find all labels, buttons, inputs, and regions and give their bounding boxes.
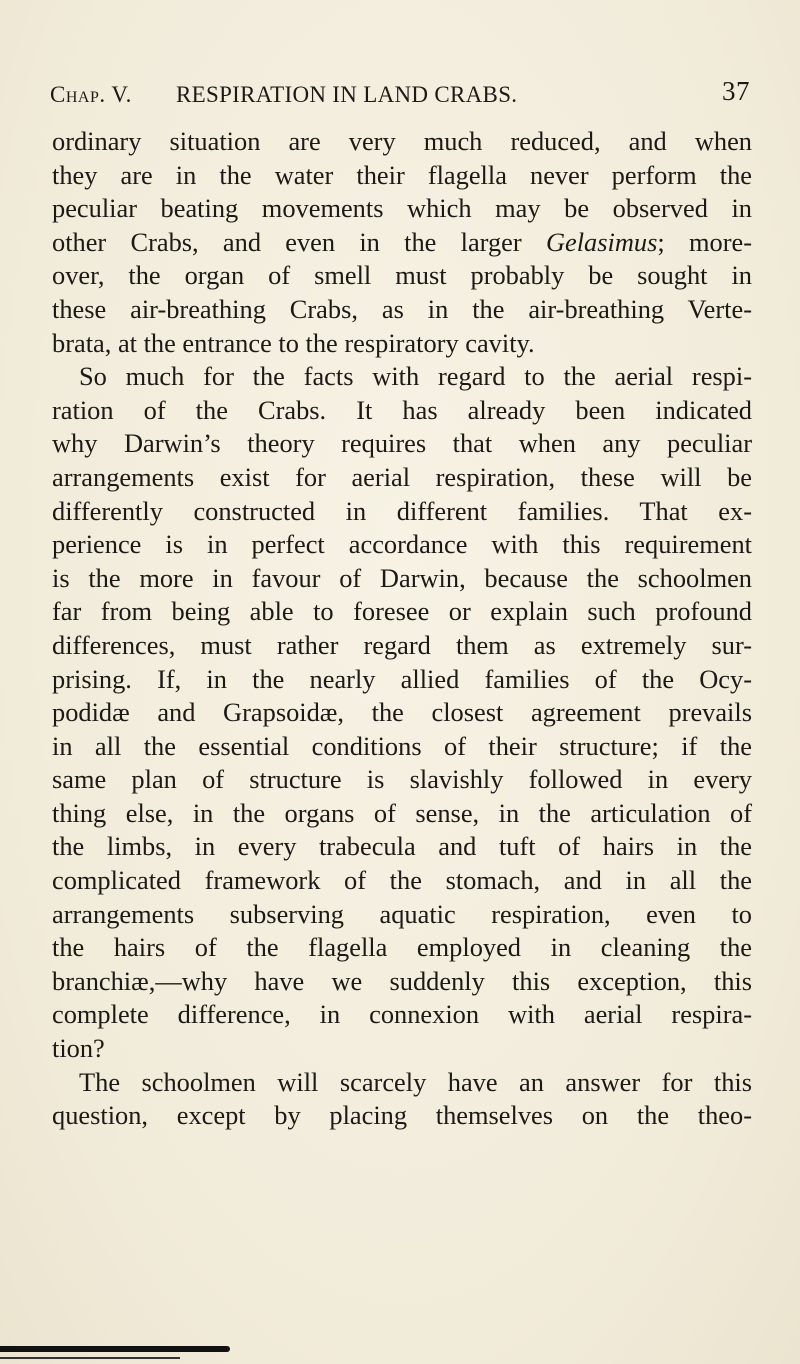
body-text (52, 125, 752, 1133)
paragraph-start: The schoolmen will scarcely have an answer for this (79, 1066, 752, 1097)
text-line: tion? (52, 1033, 105, 1064)
page-number: 37 (722, 76, 750, 106)
text-line: perience is in perfect accordance with this requirement (52, 529, 752, 560)
text-line: branchiæ,—why have we suddenly this exception, this (52, 965, 752, 996)
text-line: differently constructed in different families. That ex- (52, 495, 752, 526)
text-line: differences, must rather regard them as extremely sur- (52, 629, 752, 660)
text-line: same plan of structure is slavishly followed in every (52, 764, 752, 795)
text-line: question, except by placing themselves on the theo- (52, 1100, 752, 1131)
text-line: far from being able to foresee or explain such profound (52, 596, 752, 627)
paragraph-start: So much for the facts with regard to the aerial respi- (79, 361, 752, 392)
text-line-with-italic (52, 226, 752, 260)
text-line: complicated framework of the stomach, and in all the (52, 865, 752, 896)
text-line: thing else, in the organs of sense, in the articulation of (52, 797, 752, 828)
text-line: ration of the Crabs. It has already been indicated (52, 394, 752, 425)
scan-edge-line (0, 1357, 180, 1359)
running-title: RESPIRATION IN LAND CRABS. (176, 82, 518, 107)
italic-genus-name: Gelasimus (545, 226, 658, 257)
text-line: they are in the water their flagella never perform the (52, 159, 752, 190)
text-line: these air-breathing Crabs, as in the air-breathing Verte- (52, 293, 752, 324)
running-header (50, 74, 750, 114)
text-line: peculiar beating movements which may be observed in (52, 193, 752, 224)
text-segment: ; more- (657, 226, 752, 257)
scan-edge-mark (0, 1346, 230, 1352)
text-line: over, the organ of smell must probably be sought in (52, 260, 752, 291)
text-line: the limbs, in every trabecula and tuft of hairs in the (52, 831, 752, 862)
text-line: brata, at the entrance to the respiratory cavity. (52, 327, 535, 358)
chapter-label: Chap. V. (50, 82, 132, 107)
text-line: is the more in favour of Darwin, because the schoolmen (52, 562, 752, 593)
text-line: in all the essential conditions of their structure; if the (52, 730, 752, 761)
text-line: podidæ and Grapsoidæ, the closest agreement prevails (52, 697, 752, 728)
text-line: prising. If, in the nearly allied families of the Ocy- (52, 663, 752, 694)
text-line: ordinary situation are very much reduced, and when (52, 126, 752, 156)
text-segment: other Crabs, and even in the larger (52, 226, 546, 257)
text-line: arrangements subserving aquatic respiration, even to (52, 898, 752, 929)
text-line: arrangements exist for aerial respiration, these will be (52, 461, 752, 492)
text-line: the hairs of the flagella employed in cleaning the (52, 932, 752, 963)
text-line: complete difference, in connexion with aerial respira- (52, 999, 752, 1030)
text-line: why Darwin’s theory requires that when any peculiar (52, 428, 752, 459)
